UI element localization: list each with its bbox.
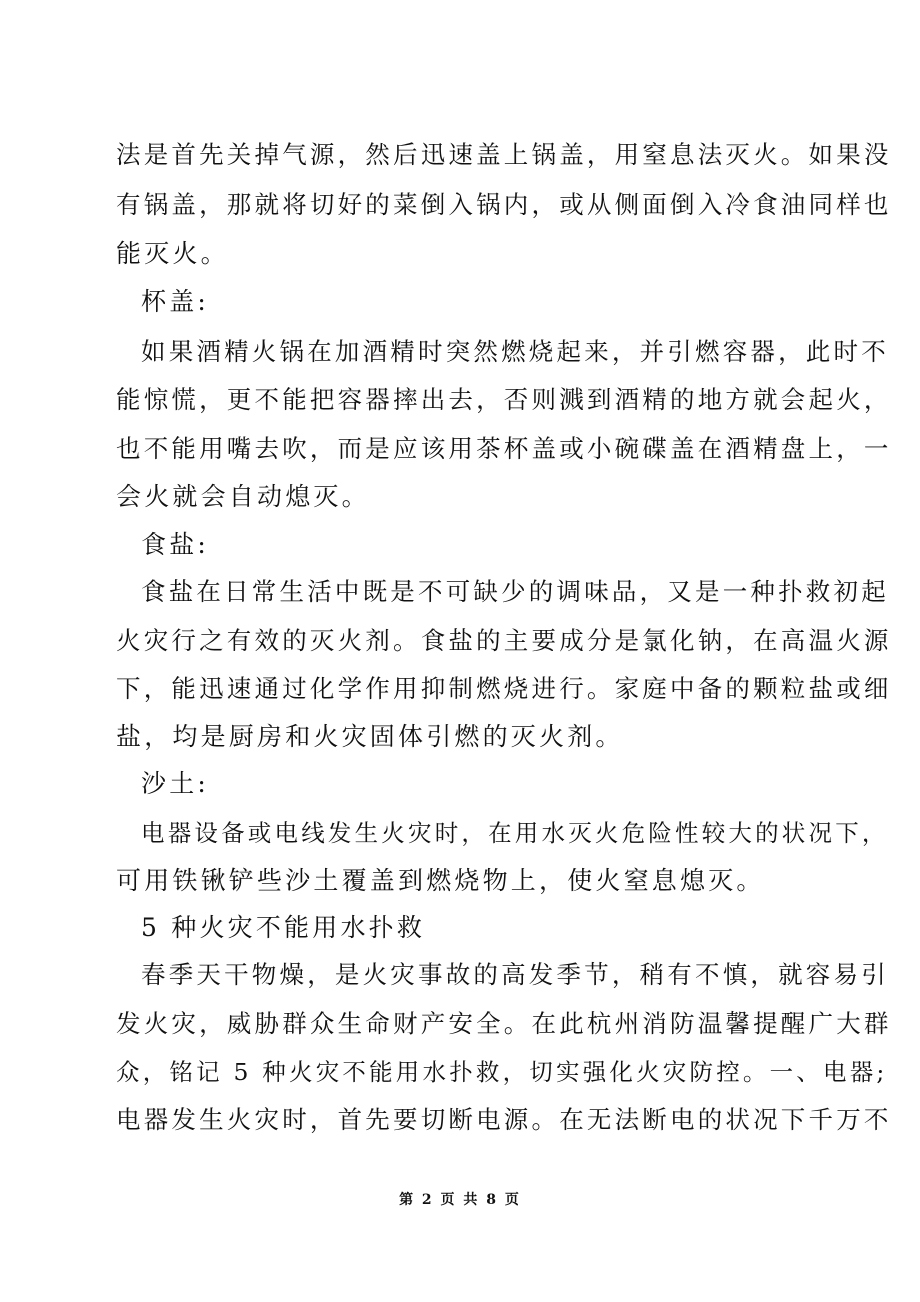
text-line: 有锅盖，那就将切好的菜倒入锅内，或从侧面倒入冷食油同样也: [116, 190, 892, 219]
section-heading-cup-lid: 杯盖:: [141, 287, 210, 316]
text-line: 电器设备或电线发生火灾时，在用水灭火危险性较大的状况下，: [141, 819, 889, 847]
section-heading-sand: 沙土:: [141, 769, 210, 798]
text-line: 火灾行之有效的灭火剂。食盐的主要成分是氯化钠，在高温火源: [116, 626, 892, 655]
text-line: 盐，均是厨房和火灾固体引燃的灭火剂。: [116, 722, 624, 751]
text-line: 食盐在日常生活中既是不可缺少的调味品，又是一种扑救初起: [141, 577, 889, 606]
section-heading-salt: 食盐:: [141, 530, 210, 559]
text-line: 电器发生火灾时，首先要切断电源。在无法断电的状况下千万不: [116, 1105, 892, 1134]
text-line: 可用铁锹铲些沙土覆盖到燃烧物上，使火窒息熄灭。: [116, 866, 765, 895]
text-line: 能惊慌，更不能把容器摔出去，否则溅到酒精的地方就会起火，: [116, 385, 892, 414]
text-line: 发火灾，威胁群众生命财产安全。在此杭州消防温馨提醒广大群: [116, 1009, 892, 1038]
text-line: 春季天干物燥，是火灾事故的高发季节，稍有不慎，就容易引: [141, 960, 889, 989]
text-line: 如果酒精火锅在加酒精时突然燃烧起来，并引燃容器，此时不: [141, 337, 889, 366]
text-line: 能灭火。: [116, 239, 229, 268]
text-line: 下，能迅速通过化学作用抑制燃烧进行。家庭中备的颗粒盐或细: [116, 674, 892, 703]
text-line: 法是首先关掉气源，然后迅速盖上锅盖，用窒息法灭火。如果没: [116, 140, 892, 169]
text-line: 会火就会自动熄灭。: [116, 482, 370, 511]
section-heading-five-fires: 5 种火灾不能用水扑救: [141, 913, 426, 942]
text-line: 也不能用嘴去吹，而是应该用茶杯盖或小碗碟盖在酒精盘上，一: [116, 434, 892, 463]
page-number-footer: 第 2 页 共 8 页: [399, 1192, 521, 1208]
text-line: 众，铭记 5 种火灾不能用水扑救，切实强化火灾防控。一、电器;: [116, 1058, 888, 1086]
